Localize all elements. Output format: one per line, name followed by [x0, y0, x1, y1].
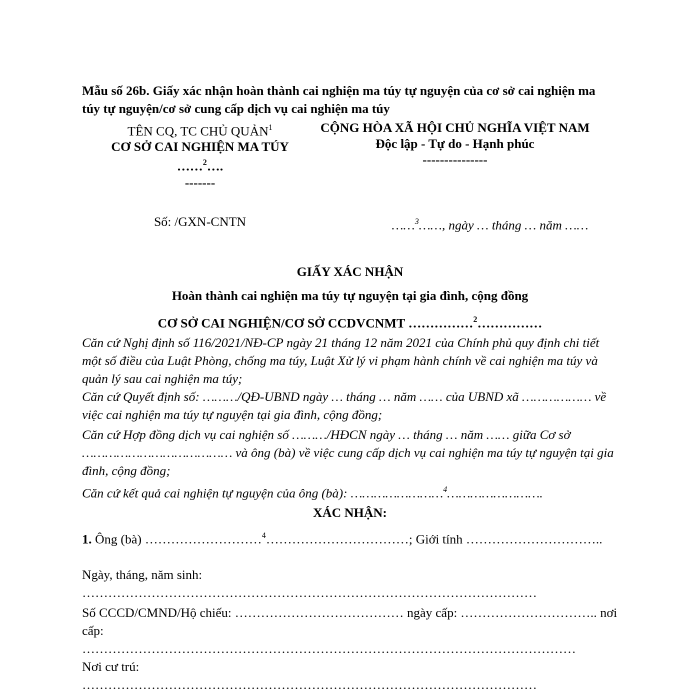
parent-agency-line: [110, 120, 290, 139]
national-motto: Độc lập - Tự do - Hạnh phúc: [375, 136, 535, 151]
document-subtitle: Hoàn thành cai nghiện ma túy tự nguyện tại gia đình, cộng đồng: [171, 288, 529, 303]
parent-agency-name: TÊN CQ, TC CHỦ QUẢN: [127, 123, 269, 139]
item-number: 1.: [82, 531, 92, 547]
date-text: ……, ngày … tháng … năm ……: [418, 217, 589, 233]
header-rule: ---------------: [422, 152, 488, 167]
dob-label: Ngày, tháng, năm sinh:: [82, 567, 203, 582]
national-header: [270, 120, 640, 168]
document-title: GIẤY XÁC NHẬN: [296, 264, 404, 279]
legal-basis-decree: Căn cứ Nghị định số 116/2021/NĐ-CP ngày 21 tháng 12 năm 2021 của Chính phủ quy định chi tiết một số điều của Luật Phòng, chống ma túy, Luật Xử lý vi phạm hành chính về cai nghiện ma túy và quản lý sau cai nghiện ma túy;: [82, 335, 600, 386]
footnote-mark: 2: [473, 315, 478, 324]
facility-line: [82, 311, 618, 332]
footnote-mark: 4: [261, 531, 266, 540]
id-dots: ……………………………………………………………………………………………………: [82, 641, 576, 656]
dob-dots: ……………………………………………………………………………………………: [82, 585, 537, 600]
gender-label: ……………………………; Giới tính …………………………..: [265, 531, 603, 547]
confirm-heading: XÁC NHẬN:: [312, 505, 388, 520]
date-line: [360, 213, 620, 234]
id-label: Số CCCD/CMND/Hộ chiếu: ………………………………… ngày cấp: ………………………….. nơi cấp:: [82, 605, 618, 638]
facility-name: CƠ SỞ CAI NGHIỆN MA TÚY: [111, 139, 289, 155]
facility-line-text: CƠ SỞ CAI NGHIỆN/CƠ SỞ CCDVCNMT ……………: [157, 315, 474, 331]
legal-basis-result: [82, 481, 618, 502]
facility-placeholder: [110, 155, 290, 174]
placeholder-dots: ….: [206, 158, 224, 174]
footnote-mark: 1: [268, 123, 273, 132]
placeholder-dots: …………………….: [447, 485, 543, 501]
placeholder-dots: ……………: [477, 315, 543, 331]
agency-header: [110, 120, 290, 191]
placeholder-dots: ……: [176, 158, 203, 174]
residence-dots: ……………………………………………………………………………………………: [82, 677, 537, 692]
legal-basis-contract: Căn cứ Hợp đồng dịch vụ cai nghiện số ………/HĐCN ngày … tháng … năm …… giữa Cơ sở ………………………………… và ông (bà) về việc cung cấp dịch vụ cai nghiện ma túy tự nguyện tại gia đình, cộng đồng;: [82, 427, 614, 478]
form-title: Mẫu số 26b. Giấy xác nhận hoàn thành cai nghiện ma túy tự nguyện của cơ sở cai nghiện ma túy tự nguyện/cơ sở cung cấp dịch vụ cai nghiện ma túy: [82, 83, 596, 116]
name-field: [82, 527, 618, 548]
legal-basis-decision: Căn cứ Quyết định số: ………/QĐ-UBND ngày … tháng … năm …… của UBND xã ……………… về việc cai nghiện ma túy tự nguyện tại gia đình, cộng đồng;: [82, 389, 607, 422]
country-name: CỘNG HÒA XÃ HỘI CHỦ NGHĨA VIỆT NAM: [320, 120, 590, 135]
residence-label: Nơi cư trú:: [82, 659, 140, 674]
footnote-mark: 2: [202, 158, 207, 168]
name-label: Ông (bà) ………………………: [91, 531, 262, 547]
footnote-mark: 3: [414, 217, 419, 226]
header-rule: -------: [184, 174, 216, 190]
document-number: Số: /GXN-CNTN: [153, 214, 247, 229]
place-dots: ……: [391, 217, 415, 233]
footnote-mark: 4: [443, 485, 448, 494]
result-text: Căn cứ kết quả cai nghiện tự nguyện của ông (bà): ……………………: [82, 485, 444, 501]
